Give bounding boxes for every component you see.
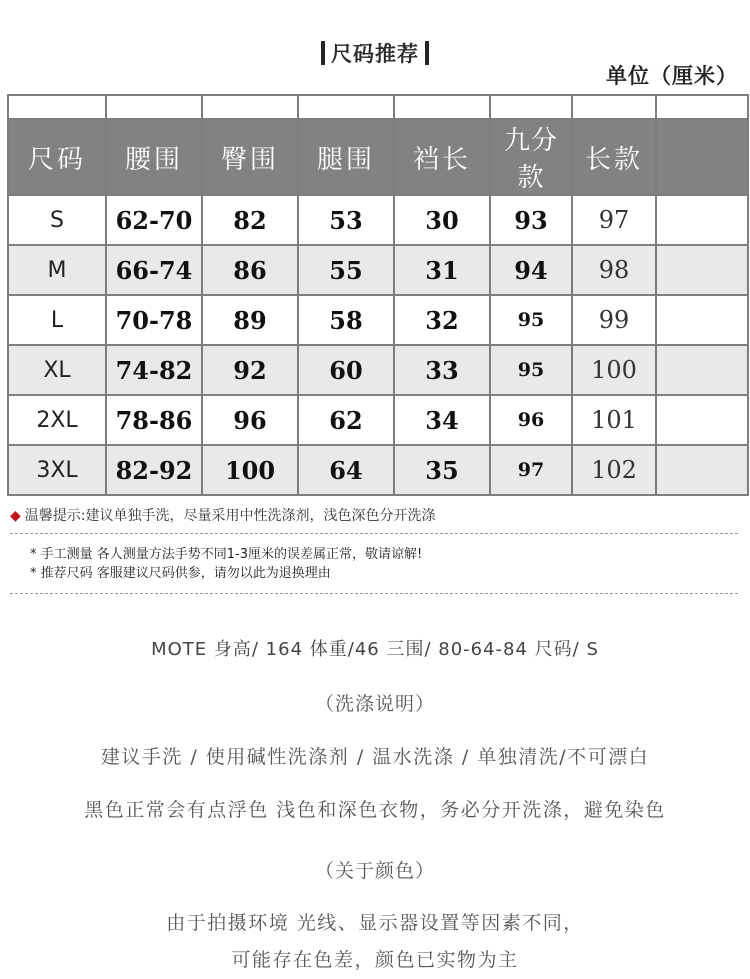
table-row — [8, 395, 748, 445]
cell-thigh: 58 — [298, 295, 394, 345]
cell-full-length: 101 — [572, 395, 656, 445]
cell-waist: 66-74 — [106, 245, 202, 295]
unit-label: 单位（厘米） — [606, 64, 738, 88]
cell-hip: 100 — [202, 445, 298, 495]
cell-hip: 82 — [202, 195, 298, 245]
header-ninth-length: 九分款 — [490, 119, 572, 195]
cell-rise: 33 — [394, 345, 490, 395]
table-header-row — [8, 119, 748, 195]
header-empty — [656, 119, 748, 195]
table-row — [8, 195, 748, 245]
cell-waist: 82-92 — [106, 445, 202, 495]
cell-empty — [656, 445, 748, 495]
color-section-heading: （关于颜色） — [314, 860, 435, 882]
header-thigh: 腿围 — [298, 119, 394, 195]
title-right-bar — [425, 41, 429, 65]
cell-size: 2XL — [8, 395, 106, 445]
cell-ninth-length: 96 — [490, 395, 572, 445]
cell-full-length: 97 — [572, 195, 656, 245]
dashed-divider-top — [10, 533, 738, 534]
wash-color-warning: 黑色正常会有点浮色 浅色和深色衣物，务必分开洗涤，避免染色 — [84, 799, 666, 821]
cell-empty — [656, 195, 748, 245]
cell-ninth-length: 94 — [490, 245, 572, 295]
cell-hip: 89 — [202, 295, 298, 345]
note-line: * 推荐尺码 客服建议尺码供参，请勿以此为退换理由 — [30, 566, 331, 581]
cell-size: 3XL — [8, 445, 106, 495]
cell-ninth-length: 93 — [490, 195, 572, 245]
cell-hip: 96 — [202, 395, 298, 445]
header-size: 尺码 — [8, 119, 106, 195]
header-hip: 臀围 — [202, 119, 298, 195]
cell-rise: 31 — [394, 245, 490, 295]
table-top-blank-row — [8, 95, 748, 119]
cell-full-length: 102 — [572, 445, 656, 495]
cell-ninth-length: 97 — [490, 445, 572, 495]
cell-thigh: 64 — [298, 445, 394, 495]
title-text: 尺码推荐 — [331, 42, 419, 66]
care-tip-text: 温馨提示:建议单独手洗，尽量采用中性洗涤剂，浅色深色分开洗涤 — [24, 508, 436, 524]
cell-thigh: 60 — [298, 345, 394, 395]
cell-full-length: 99 — [572, 295, 656, 345]
title-left-bar — [321, 41, 325, 65]
cell-empty — [656, 395, 748, 445]
cell-empty — [656, 245, 748, 295]
note-line: * 手工测量 各人测量方法手势不同1-3厘米的误差属正常，敬请谅解! — [30, 547, 423, 562]
cell-rise: 30 — [394, 195, 490, 245]
dashed-divider-bottom — [10, 593, 738, 594]
cell-empty — [656, 345, 748, 395]
cell-rise: 35 — [394, 445, 490, 495]
cell-hip: 86 — [202, 245, 298, 295]
header-full-length: 长款 — [572, 119, 656, 195]
table-row — [8, 345, 748, 395]
cell-full-length: 100 — [572, 345, 656, 395]
cell-thigh: 62 — [298, 395, 394, 445]
table-row — [8, 445, 748, 495]
size-table — [7, 94, 749, 496]
cell-rise: 32 — [394, 295, 490, 345]
wash-section-heading: （洗涤说明） — [314, 693, 435, 715]
cell-empty — [656, 295, 748, 345]
color-note-line-1: 由于拍摄环境 光线、显示器设置等因素不同， — [166, 912, 584, 934]
cell-rise: 34 — [394, 395, 490, 445]
measurement-notes — [30, 545, 422, 583]
cell-waist: 70-78 — [106, 295, 202, 345]
color-note-line-2: 可能存在色差，颜色已实物为主 — [231, 949, 519, 971]
red-diamond-icon: ◆ — [10, 508, 21, 524]
cell-thigh: 55 — [298, 245, 394, 295]
cell-waist: 62-70 — [106, 195, 202, 245]
cell-ninth-length: 95 — [490, 295, 572, 345]
cell-full-length: 98 — [572, 245, 656, 295]
cell-hip: 92 — [202, 345, 298, 395]
wash-instructions: 建议手洗 / 使用碱性洗涤剂 / 温水洗涤 / 单独清洗/不可漂白 — [100, 746, 650, 768]
table-row — [8, 295, 748, 345]
cell-waist: 78-86 — [106, 395, 202, 445]
cell-size: S — [8, 195, 106, 245]
cell-thigh: 53 — [298, 195, 394, 245]
cell-ninth-length: 95 — [490, 345, 572, 395]
care-tip — [10, 505, 436, 525]
cell-size: XL — [8, 345, 106, 395]
cell-size: L — [8, 295, 106, 345]
header-waist: 腰围 — [106, 119, 202, 195]
cell-waist: 74-82 — [106, 345, 202, 395]
model-info: MOTE 身高/ 164 体重/46 三围/ 80-64-84 尺码/ S — [151, 639, 599, 660]
table-row — [8, 245, 748, 295]
header-rise: 裆长 — [394, 119, 490, 195]
cell-size: M — [8, 245, 106, 295]
